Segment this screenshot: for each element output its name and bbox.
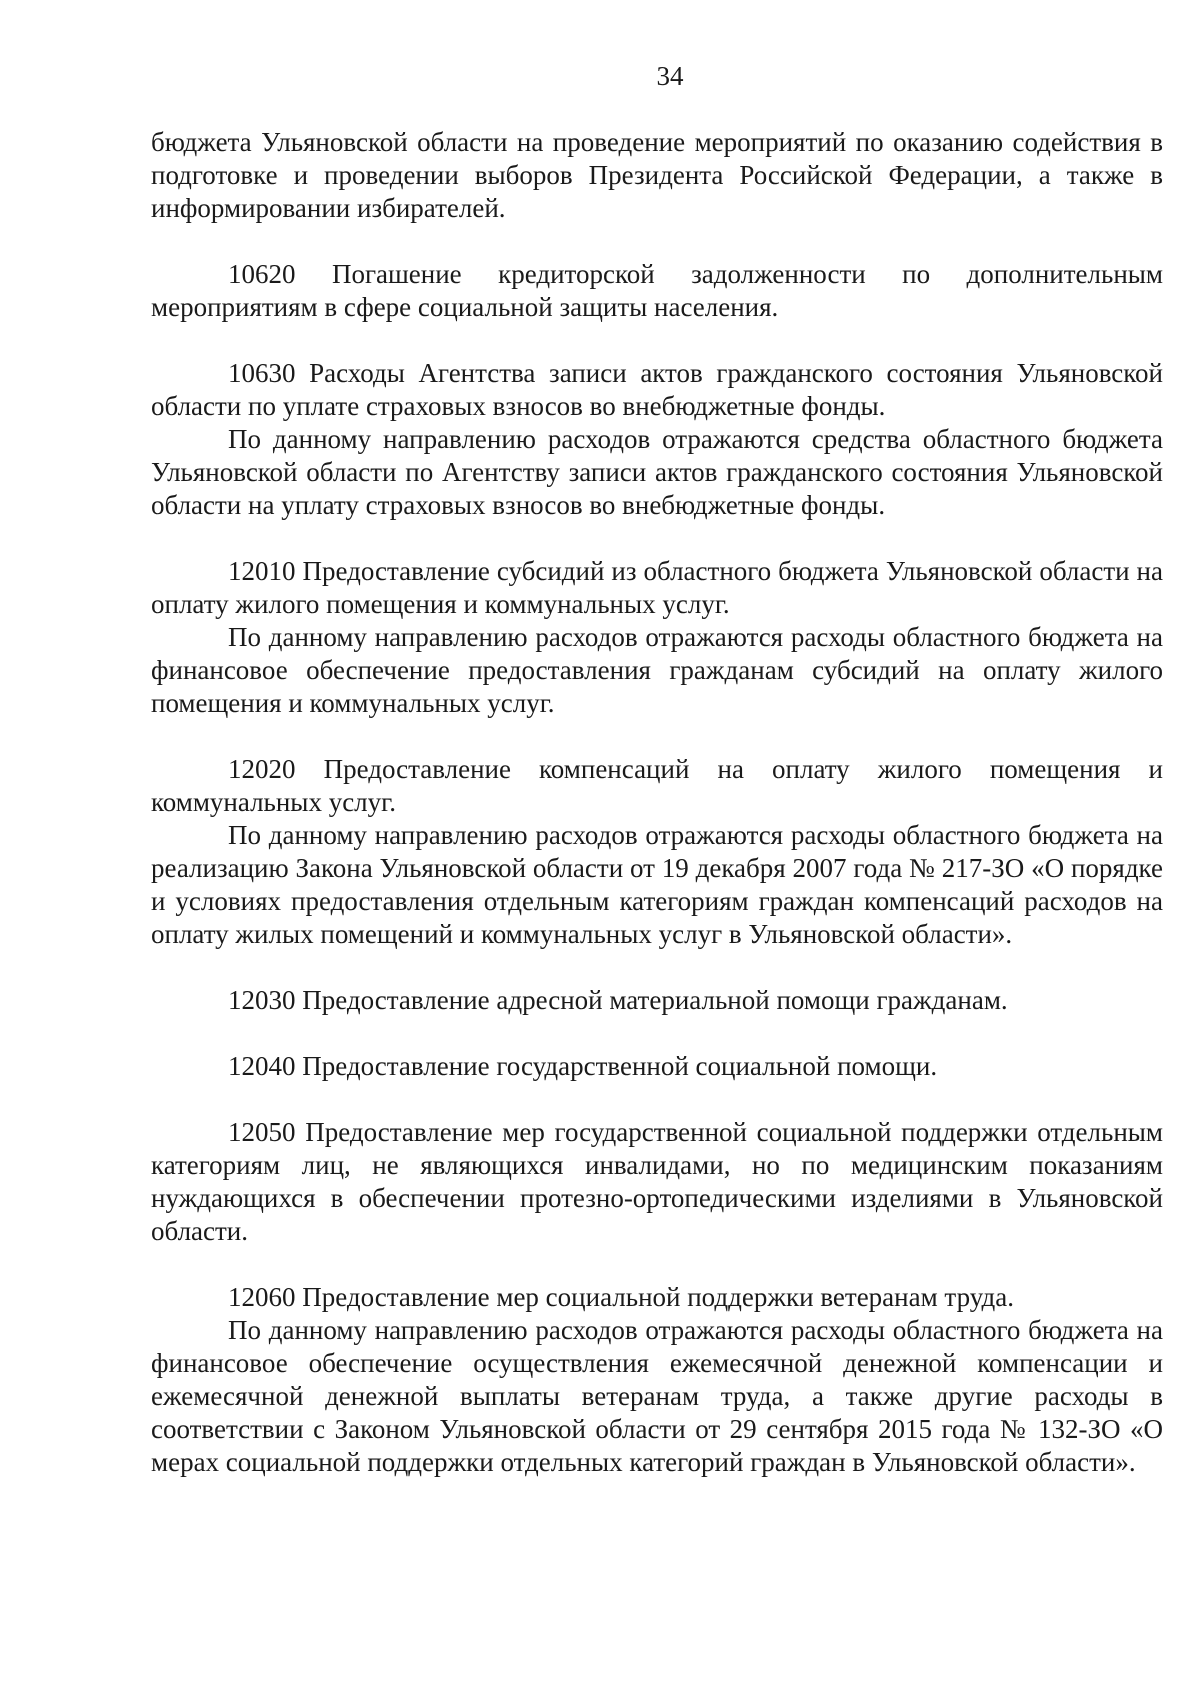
paragraph-12030: 12030 Предоставление адресной материальной помощи гражданам.	[228, 985, 1008, 1015]
paragraph-10630: 10630 Расходы Агентства записи актов гражданского состояния Ульяновской области по уплате страховых взносов во внебюджетные фонды.	[151, 358, 1163, 421]
document-body	[151, 126, 1163, 1479]
paragraph-12020: 12020 Предоставление компенсаций на оплату жилого помещения и коммунальных услуг.	[151, 754, 1163, 817]
paragraph-12060: 12060 Предоставление мер социальной поддержки ветеранам труда.	[228, 1282, 1014, 1312]
paragraph-continuation: бюджета Ульяновской области на проведение мероприятий по оказанию содействия в подготовке и проведении выборов Президента Российской Федерации, а также в информировании избирателей.	[151, 127, 1163, 223]
paragraph-12010-description: По данному направлению расходов отражаются расходы областного бюджета на финансовое обеспечение предоставления гражданам субсидий на оплату жилого помещения и коммунальных услуг.	[151, 622, 1163, 718]
paragraph-12010: 12010 Предоставление субсидий из областного бюджета Ульяновской области на оплату жилого помещения и коммунальных услуг.	[151, 556, 1163, 619]
paragraph-12060-description: По данному направлению расходов отражаются расходы областного бюджета на финансовое обеспечение осуществления ежемесячной денежной компенсации и ежемесячной денежной выплаты ветеранам труда, а также другие расходы в соответствии с Законом Ульяновской области от 29 сентября 2015 года № 132-ЗО «О мерах социальной поддержки отдельных категорий граждан в Ульяновской области».	[151, 1315, 1163, 1477]
paragraph-12040: 12040 Предоставление государственной социальной помощи.	[228, 1051, 938, 1081]
paragraph-10620: 10620 Погашение кредиторской задолженности по дополнительным мероприятиям в сфере социальной защиты населения.	[151, 259, 1163, 322]
paragraph-12050: 12050 Предоставление мер государственной социальной поддержки отдельным категориям лиц, не являющихся инвалидами, но по медицинским показаниям нуждающихся в обеспечении протезно-ортопедическими изделиями в Ульяновской области.	[151, 1117, 1163, 1246]
paragraph-12020-description: По данному направлению расходов отражаются расходы областного бюджета на реализацию Закона Ульяновской области от 19 декабря 2007 года № 217-ЗО «О порядке и условиях предоставления отдельным категориям граждан компенсаций расходов на оплату жилых помещений и коммунальных услуг в Ульяновской области».	[151, 820, 1163, 949]
page-number: 34	[656, 61, 684, 91]
paragraph-10630-description: По данному направлению расходов отражаются средства областного бюджета Ульяновской области по Агентству записи актов гражданского состояния Ульяновской области на уплату страховых взносов во внебюджетные фонды.	[151, 424, 1163, 520]
